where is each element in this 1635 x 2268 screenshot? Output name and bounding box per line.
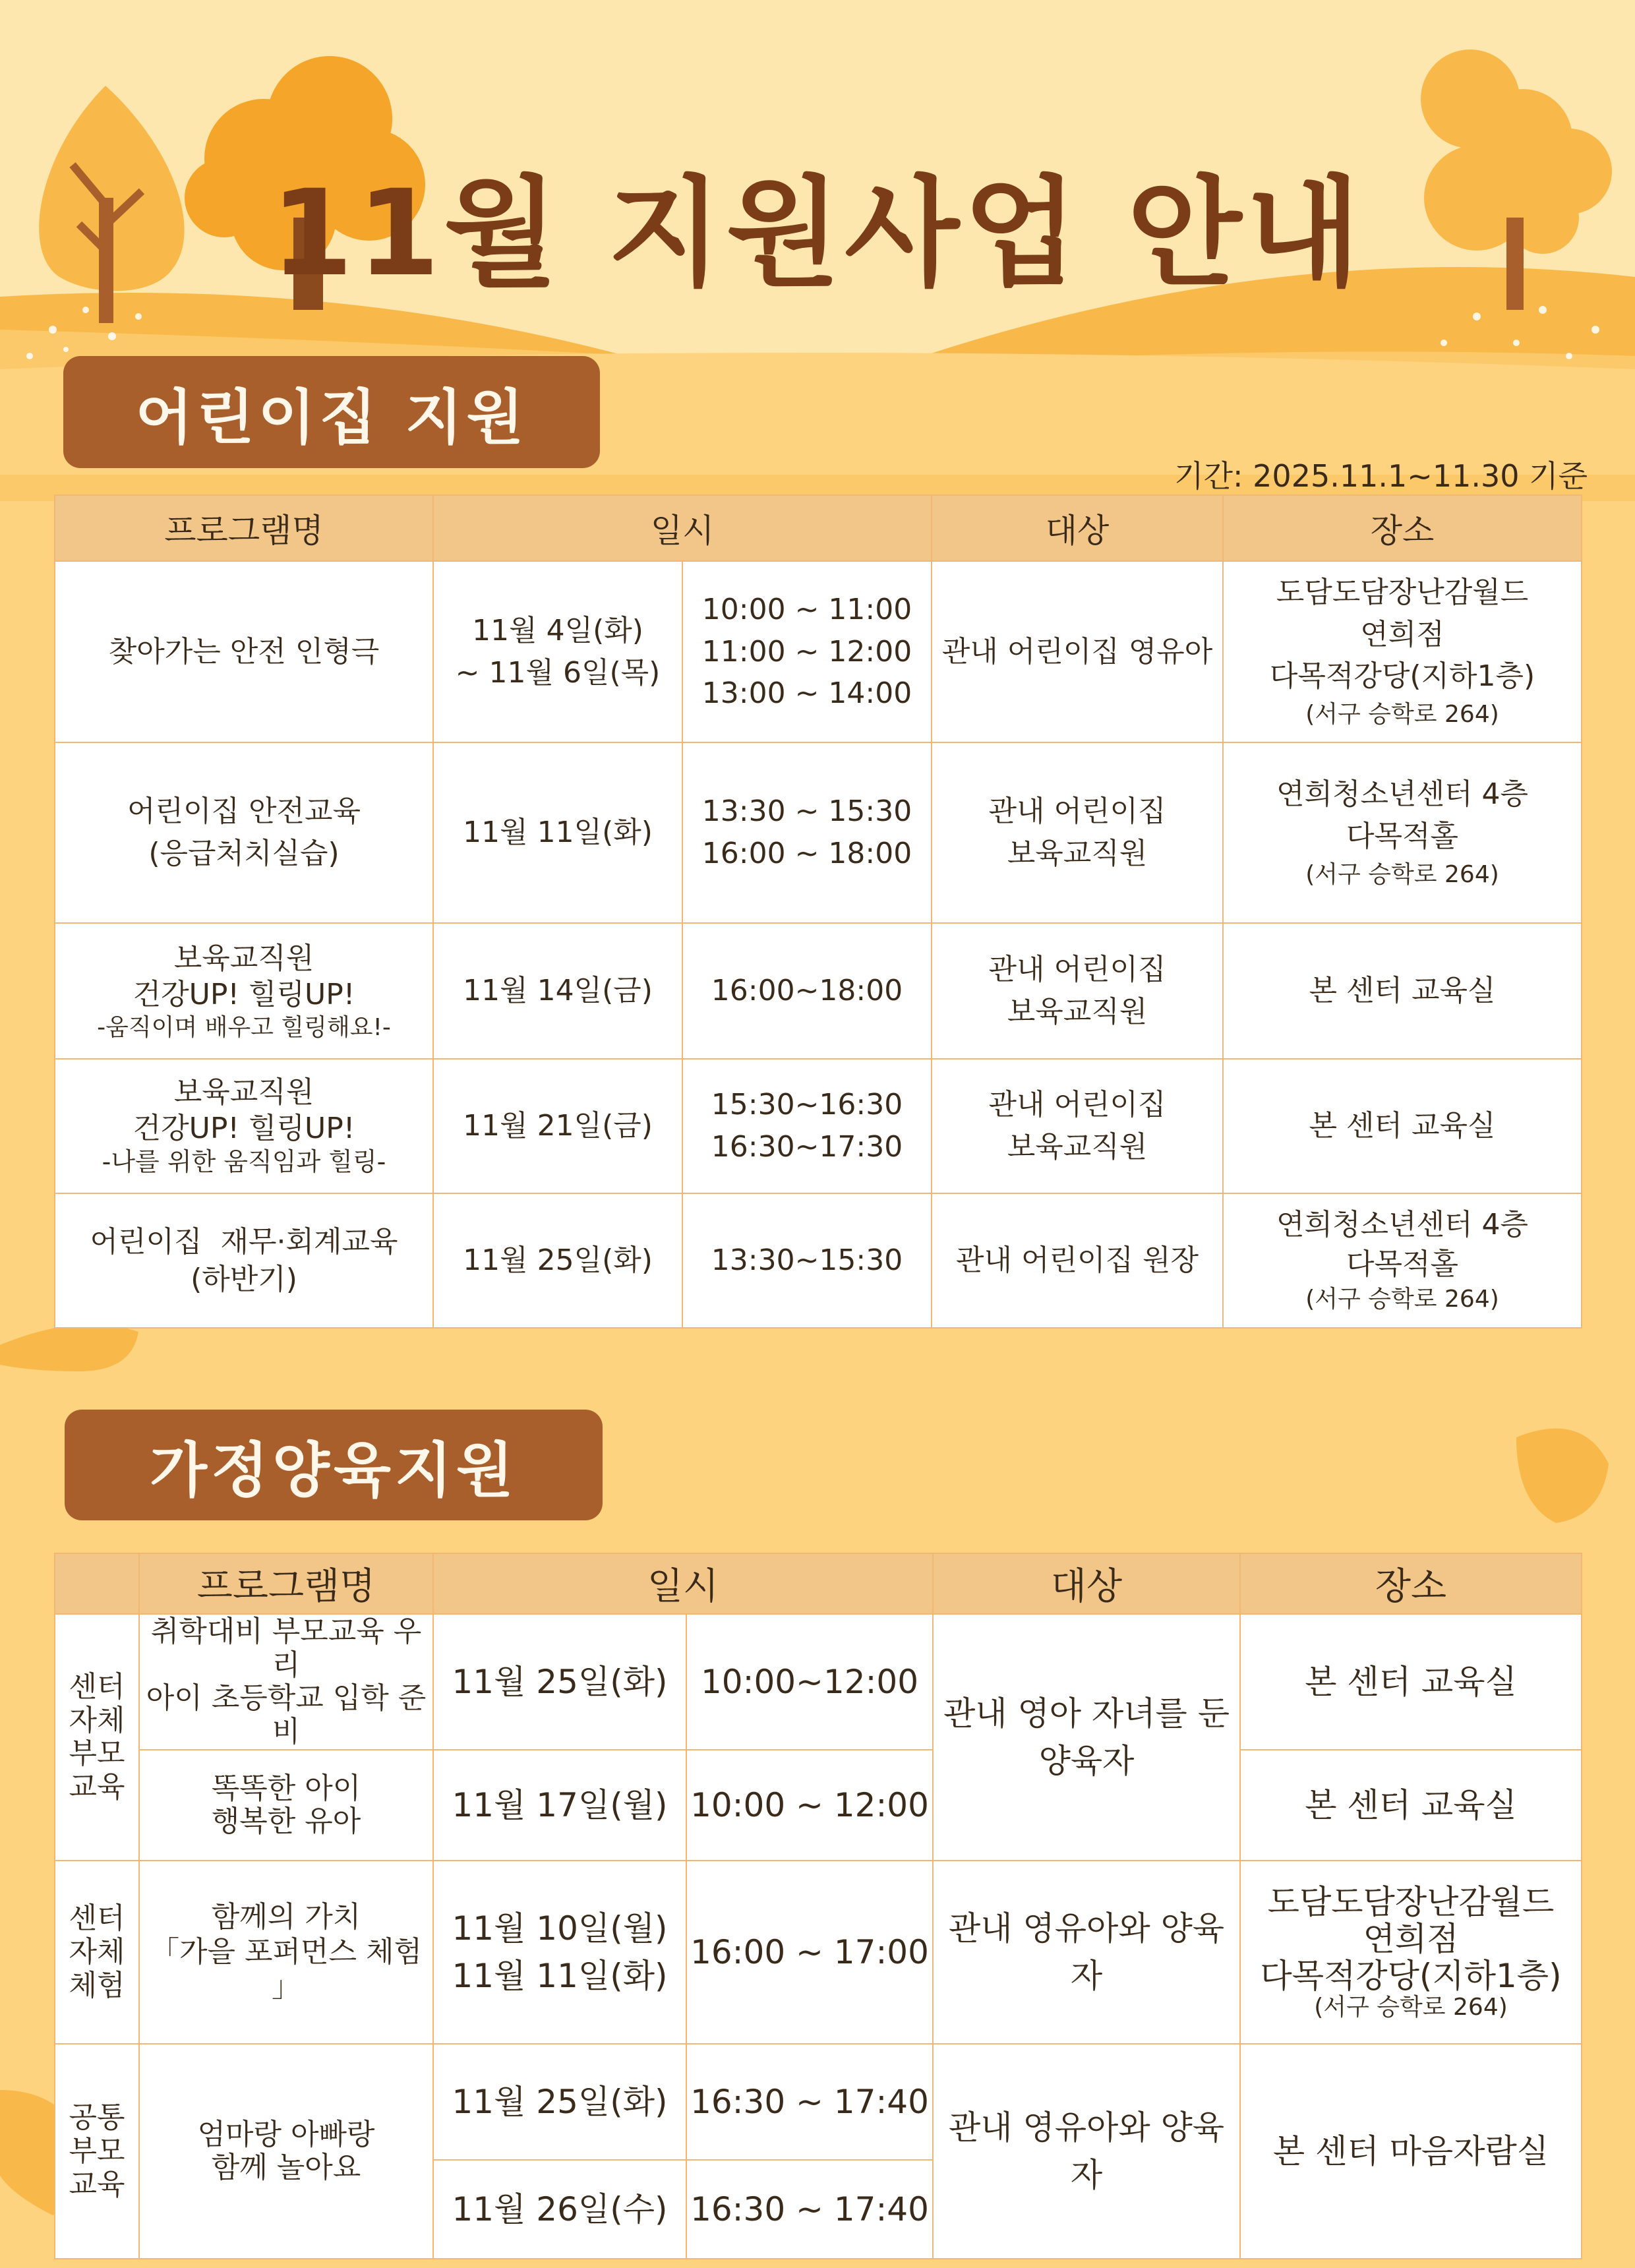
daycare-support-table	[54, 494, 1582, 1328]
date-cell: 11월 25일(화)	[433, 1193, 682, 1328]
program-cell: 똑똑한 아이 행복한 유아	[139, 1750, 433, 1861]
header-category	[55, 1553, 139, 1614]
program-cell: 찾아가는 안전 인형극	[55, 561, 433, 742]
program-cell: 어린이집 재무·회계교육 (하반기)	[55, 1193, 433, 1328]
category-cell: 센터 자체 부모 교육	[55, 1614, 139, 1861]
date-cell: 11월 10일(월) 11월 11일(화)	[433, 1861, 686, 2044]
program-cell: 취학대비 부모교육 우리 아이 초등학교 입학 준비	[139, 1614, 433, 1750]
header-program: 프로그램명	[139, 1553, 433, 1614]
header-place: 장소	[1223, 495, 1582, 561]
date-cell: 11월 25일(화)	[433, 2044, 686, 2160]
date-cell: 11월 14일(금)	[433, 923, 682, 1059]
table-row	[55, 1750, 1582, 1861]
table-row	[55, 1861, 1582, 2044]
date-cell: 11월 17일(월)	[433, 1750, 686, 1861]
banner-label: 가정양육지원	[150, 1436, 518, 1505]
target-cell: 관내 어린이집 보육교직원	[932, 1059, 1223, 1193]
program-cell: 엄마랑 아빠랑 함께 놀아요	[139, 2044, 433, 2259]
header-datetime: 일시	[433, 1553, 933, 1614]
program-cell: 보육교직원 건강UP! 힐링UP! -나를 위한 움직임과 힐링-	[55, 1059, 433, 1193]
place-cell: 본 센터 마음자람실	[1240, 2044, 1582, 2259]
section-banner-home-parenting	[65, 1410, 603, 1520]
place-cell: 연희청소년센터 4층 다목적홀 (서구 승학로 264)	[1223, 1193, 1582, 1328]
place-cell: 본 센터 교육실	[1223, 923, 1582, 1059]
place-cell: 도담도담장난감월드 연희점 다목적강당(지하1층) (서구 승학로 264)	[1240, 1861, 1582, 2044]
date-cell: 11월 21일(금)	[433, 1059, 682, 1193]
date-cell: 11월 4일(화) ~ 11월 6일(목)	[433, 561, 682, 742]
banner-label: 어린이집 지원	[135, 383, 528, 452]
table-row	[55, 561, 1582, 742]
date-cell: 11월 26일(수)	[433, 2160, 686, 2259]
place-cell: 연희청소년센터 4층 다목적홀 (서구 승학로 264)	[1223, 742, 1582, 923]
place-cell: 본 센터 교육실	[1240, 1614, 1582, 1750]
target-cell: 관내 어린이집 보육교직원	[932, 742, 1223, 923]
table-row	[55, 923, 1582, 1059]
header-place: 장소	[1240, 1553, 1582, 1614]
program-cell: 어린이집 안전교육 (응급처치실습)	[55, 742, 433, 923]
target-cell: 관내 영유아와 양육자	[933, 1861, 1240, 2044]
place-cell: 본 센터 교육실	[1223, 1059, 1582, 1193]
table-header-row	[55, 495, 1582, 561]
place-cell: 본 센터 교육실	[1240, 1750, 1582, 1861]
table-row	[55, 1059, 1582, 1193]
program-cell: 함께의 가치 「가을 포퍼먼스 체험 」	[139, 1861, 433, 2044]
section-banner-daycare	[63, 356, 600, 468]
time-cell: 10:00~12:00	[686, 1614, 933, 1750]
time-cell: 10:00 ~ 11:00 11:00 ~ 12:00 13:00 ~ 14:00	[682, 561, 932, 742]
category-cell: 센터 자체 체험	[55, 1861, 139, 2044]
header-program: 프로그램명	[55, 495, 433, 561]
home-parenting-table	[54, 1553, 1582, 2259]
target-cell: 관내 어린이집 보육교직원	[932, 923, 1223, 1059]
category-cell: 공통 부모 교육	[55, 2044, 139, 2259]
time-cell: 13:30~15:30	[682, 1193, 932, 1328]
date-cell: 11월 11일(화)	[433, 742, 682, 923]
period-label: 기간: 2025.11.1~11.30 기준	[1174, 458, 1588, 494]
table-row	[55, 742, 1582, 923]
target-cell: 관내 영아 자녀를 둔 양육자	[933, 1614, 1240, 1861]
place-cell: 도담도담장난감월드 연희점 다목적강당(지하1층) (서구 승학로 264)	[1223, 561, 1582, 742]
table-row	[55, 1193, 1582, 1328]
target-cell: 관내 영유아와 양육자	[933, 2044, 1240, 2259]
time-cell: 16:30 ~ 17:40	[686, 2044, 933, 2160]
program-cell: 보육교직원 건강UP! 힐링UP! -움직이며 배우고 힐링해요!-	[55, 923, 433, 1059]
time-cell: 16:00~18:00	[682, 923, 932, 1059]
time-cell: 10:00 ~ 12:00	[686, 1750, 933, 1861]
target-cell: 관내 어린이집 영유아	[932, 561, 1223, 742]
time-cell: 15:30~16:30 16:30~17:30	[682, 1059, 932, 1193]
table-row	[55, 1614, 1582, 1750]
header-datetime: 일시	[433, 495, 932, 561]
time-cell: 16:30 ~ 17:40	[686, 2160, 933, 2259]
table-header-row	[55, 1553, 1582, 1614]
time-cell: 13:30 ~ 15:30 16:00 ~ 18:00	[682, 742, 932, 923]
time-cell: 16:00 ~ 17:00	[686, 1861, 933, 2044]
table-row	[55, 2044, 1582, 2160]
header-target: 대상	[933, 1553, 1240, 1614]
header-target: 대상	[932, 495, 1223, 561]
page-title: 11월 지원사업 안내	[270, 165, 1365, 303]
target-cell: 관내 어린이집 원장	[932, 1193, 1223, 1328]
date-cell: 11월 25일(화)	[433, 1614, 686, 1750]
